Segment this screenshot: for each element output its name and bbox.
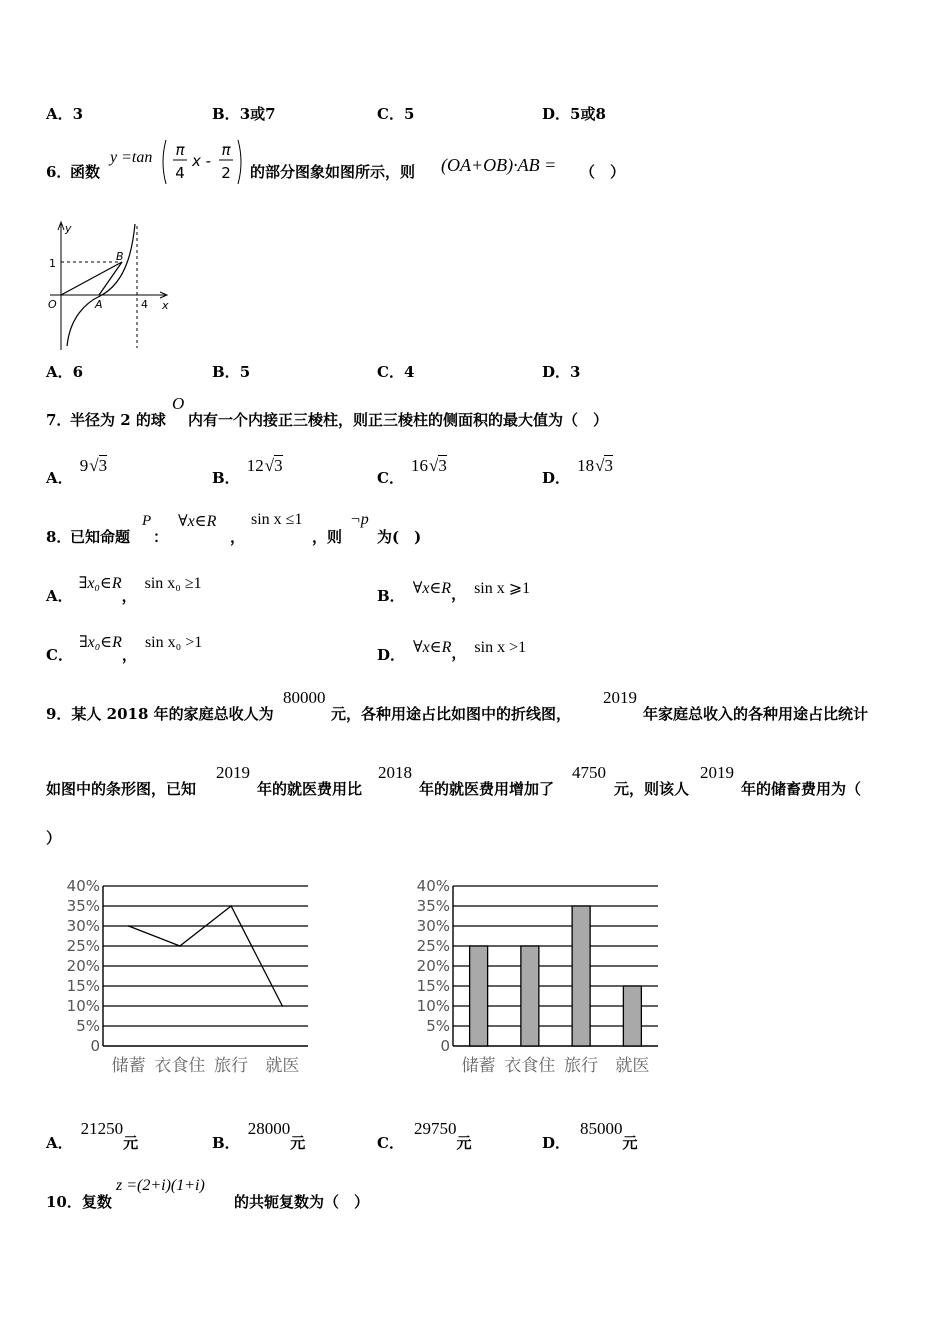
q6-post: 的部分图象如图所示，则 xyxy=(250,163,416,181)
x-tick-label: 旅行 xyxy=(564,1056,599,1076)
bar xyxy=(470,946,488,1046)
y-tick-label: 10% xyxy=(66,997,100,1015)
q6-answer-paren: （ ） xyxy=(580,163,626,181)
q7-option-d[interactable]: D． 18√3 xyxy=(542,456,613,487)
q8-p: P xyxy=(142,513,152,529)
q9-option-a[interactable]: A．21250元 xyxy=(46,1119,139,1152)
y-tick-label: 30% xyxy=(66,917,100,935)
q9-num-2018: 2018 xyxy=(378,763,412,782)
data-point xyxy=(128,925,130,927)
bar xyxy=(572,906,590,1046)
q8-post: 为( ) xyxy=(377,528,422,546)
q10-number: 10．复数 xyxy=(46,1193,112,1211)
y-tick-label: 10% xyxy=(416,997,450,1015)
q9-option-c[interactable]: C．29750元 xyxy=(377,1119,472,1152)
q9-text-1a: 9．某人 2018 年的家庭总收人为 xyxy=(46,705,274,723)
q6-tan-argument xyxy=(160,138,244,186)
q6-option-d[interactable]: D．3 xyxy=(542,363,581,381)
q8-sin-expr: sin x ≤1 xyxy=(251,511,303,528)
q8-number: 8． xyxy=(46,528,72,546)
x-tick-label: 旅行 xyxy=(214,1056,249,1076)
q7-pre: 半径为 2 的球 xyxy=(70,411,166,429)
q7-option-b[interactable]: B． 12√3 xyxy=(212,456,283,487)
q10-expr: z =(2+i)(1+i) xyxy=(116,1177,205,1194)
x-tick-label: 储蓄 xyxy=(461,1056,496,1076)
q9-text-1c: 年家庭总收入的各种用途占比统计 xyxy=(643,705,869,723)
q6-tan-graph xyxy=(40,218,175,353)
bar xyxy=(623,986,641,1046)
q9-num-2019b: 2019 xyxy=(216,763,250,782)
q5-option-c[interactable]: C．5 xyxy=(377,105,415,123)
q6-frac2-den: 2 xyxy=(221,164,231,182)
y-tick-label: 25% xyxy=(416,937,450,955)
q9-num-4750: 4750 xyxy=(572,763,606,782)
q8-option-b[interactable]: B． ∀x∈R， sin x ⩾1 xyxy=(377,580,531,605)
y-tick-label: 20% xyxy=(416,957,450,975)
y-tick-label: 15% xyxy=(66,977,100,995)
q6-option-b[interactable]: B．5 xyxy=(212,363,251,381)
line-chart-2018 xyxy=(55,874,320,1084)
q8-then: ，则 xyxy=(312,528,343,546)
q9-text-1b: 元，各种用途占比如图中的折线图， xyxy=(331,705,572,723)
q6-frac2-num: π xyxy=(221,141,231,159)
q5-option-d[interactable]: D．5或8 xyxy=(542,105,606,123)
x-tick-label: 就医 xyxy=(615,1056,650,1076)
q9-num-80000: 80000 xyxy=(283,688,326,707)
q9-text-2b: 年的就医费用比 xyxy=(257,780,363,798)
y-tick-label: 0 xyxy=(440,1037,450,1055)
data-point xyxy=(179,945,181,947)
y-tick-label: 30% xyxy=(416,917,450,935)
y-tick-label: 35% xyxy=(66,897,100,915)
q7-option-c[interactable]: C． 16√3 xyxy=(377,456,447,487)
q7-sphere-symbol: O xyxy=(172,394,185,413)
q8-option-d[interactable]: D． ∀x∈R， sin x >1 xyxy=(377,639,527,664)
q6-frac1-den: 4 xyxy=(175,164,185,182)
graph-y-label: y xyxy=(65,222,72,235)
y-tick-label: 25% xyxy=(66,937,100,955)
graph-point-b: B xyxy=(116,250,124,263)
q10-post: 的共轭复数为（ ） xyxy=(234,1193,370,1211)
graph-point-a: A xyxy=(95,298,103,311)
q6-option-c[interactable]: C．4 xyxy=(377,363,415,381)
y-tick-label: 35% xyxy=(416,897,450,915)
q7-option-a[interactable]: A． 9√3 xyxy=(46,456,108,487)
q9-text-3: ） xyxy=(46,829,62,847)
q5-option-b[interactable]: B．3或7 xyxy=(212,105,276,123)
y-tick-label: 40% xyxy=(416,877,450,895)
x-tick-label: 就医 xyxy=(265,1056,300,1076)
q6-number: 6． xyxy=(46,163,72,181)
q6-frac1-num: π xyxy=(175,141,185,159)
q9-num-2019a: 2019 xyxy=(603,688,637,707)
q9-option-b[interactable]: B．28000元 xyxy=(212,1119,306,1152)
bar xyxy=(521,946,539,1046)
y-tick-label: 15% xyxy=(416,977,450,995)
y-tick-label: 0 xyxy=(90,1037,100,1055)
data-point xyxy=(230,905,232,907)
x-tick-label: 衣食住 xyxy=(154,1056,206,1076)
series-line xyxy=(129,906,283,1006)
q6-mid: x - xyxy=(192,152,212,170)
q9-option-d[interactable]: D．85000元 xyxy=(542,1119,638,1152)
data-point xyxy=(282,1005,284,1007)
y-tick-label: 5% xyxy=(76,1017,100,1035)
q9-text-2a: 如图中的条形图，已知 xyxy=(46,780,197,798)
q6-func: y =tan xyxy=(110,149,153,166)
q7-number: 7． xyxy=(46,411,72,429)
x-tick-label: 衣食住 xyxy=(504,1056,556,1076)
y-tick-label: 40% xyxy=(66,877,100,895)
q7-post: 内有一个内接正三棱柱，则正三棱柱的侧面积的最大值为（ ） xyxy=(188,411,609,429)
q5-option-a[interactable]: A．3 xyxy=(46,105,84,123)
q8-comma: ， xyxy=(230,528,246,546)
graph-x-label: x xyxy=(162,299,169,312)
y-tick-label: 20% xyxy=(66,957,100,975)
x-tick-label: 储蓄 xyxy=(111,1056,146,1076)
q6-option-a[interactable]: A．6 xyxy=(46,363,84,381)
q6-pre: 函数 xyxy=(70,163,101,181)
q6-vector-expr: (OA+OB)·AB = xyxy=(441,155,557,175)
graph-tick-4: 4 xyxy=(141,298,148,311)
graph-tick-1: 1 xyxy=(49,257,56,270)
q8-forall: ∀x∈R xyxy=(178,513,217,530)
q8-colon: ： xyxy=(153,528,169,546)
q8-pre: 已知命题 xyxy=(70,528,131,546)
q9-text-2e: 年的储畜费用为（ xyxy=(741,780,862,798)
y-tick-label: 5% xyxy=(426,1017,450,1035)
q9-text-2d: 元，则该人 xyxy=(614,780,690,798)
bar-chart-2019 xyxy=(405,874,670,1084)
q8-not-p: ¬p xyxy=(350,511,369,528)
q8-option-c[interactable]: C．∃x₀∈R，sin x₀ >1 xyxy=(46,634,203,664)
q8-option-a[interactable]: A．∃x₀∈R，sin x₀ ≥1 xyxy=(46,575,202,605)
q9-text-2c: 年的就医费用增加了 xyxy=(419,780,555,798)
q9-num-2019c: 2019 xyxy=(700,763,734,782)
graph-origin: O xyxy=(48,298,57,311)
